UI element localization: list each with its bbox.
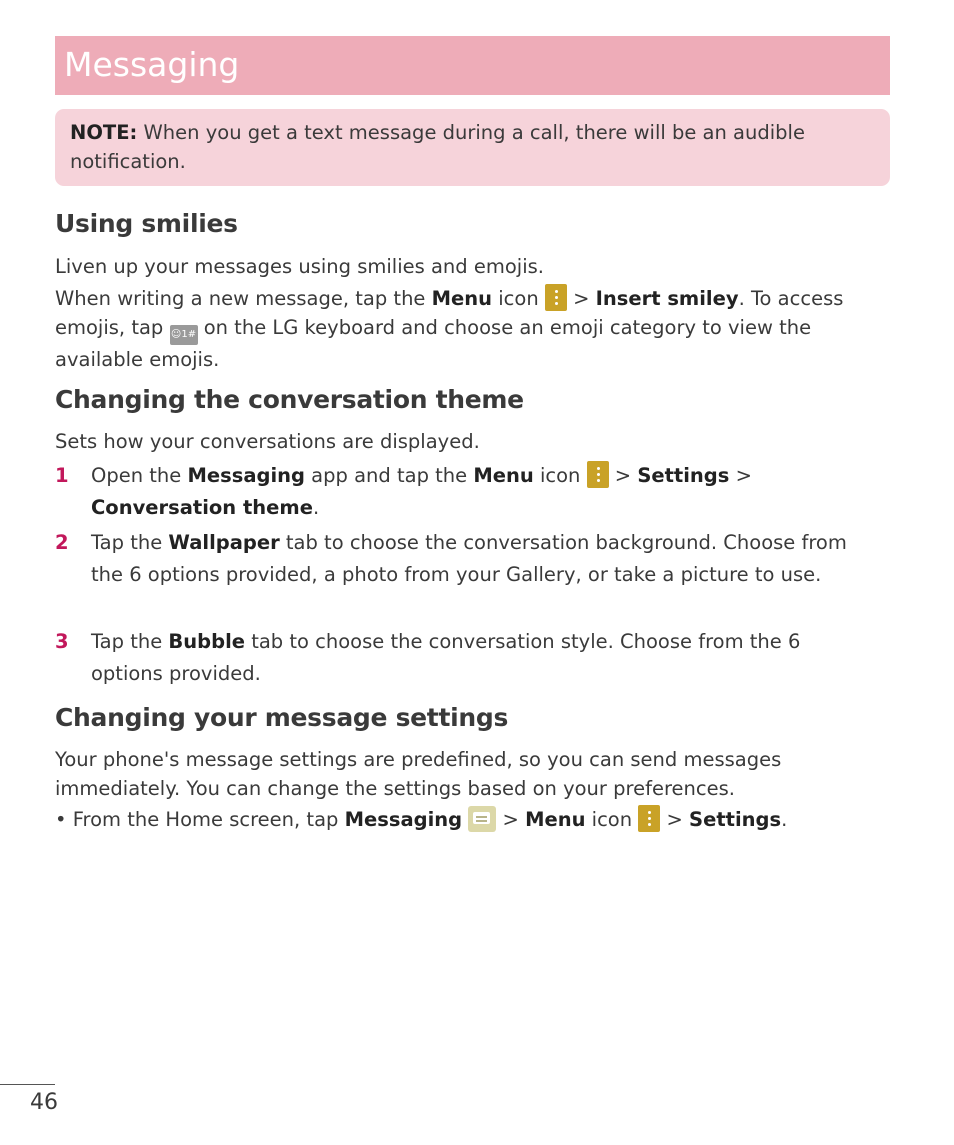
text-segment: icon [533,464,587,487]
conversation-theme-term: Conversation theme [91,496,313,519]
text-segment: When writing a new message, tap the [55,287,432,310]
smilies-intro: Liven up your messages using smilies and emojis. [55,255,544,278]
text-separator: > [496,808,526,831]
text-separator: > [729,464,752,487]
menu-term: Menu [473,464,534,487]
step-2 [55,527,885,623]
insert-smiley-term: Insert smiley [595,287,739,310]
page-number: 46 [30,1090,58,1115]
settings-term: Settings [689,808,782,831]
step-3 [55,626,885,690]
bullet-mark: • [55,808,67,831]
step-text [91,460,871,524]
wallpaper-term: Wallpaper [168,531,280,554]
note-box [55,109,890,186]
heading-message-settings: Changing your message settings [55,703,509,732]
text-segment: . [781,808,788,831]
settings-intro: Your phone's message settings are predefined, so you can send messages immediately. You can change the settings based on your preferences. [55,748,782,800]
heading-conversation-theme: Changing the conversation theme [55,385,524,414]
text-segment: icon [585,808,639,831]
title-bar [55,36,890,95]
menu-icon [545,284,567,311]
text-separator: > [566,287,596,310]
step-number: 3 [55,630,69,653]
menu-icon [587,461,609,488]
menu-term: Menu [525,808,586,831]
step-1 [55,460,885,524]
text-segment: . To access emojis, tap [55,287,844,339]
note-label: NOTE: [70,121,138,144]
text-segment: Tap the [91,630,169,653]
note-text [70,118,880,176]
step-number: 1 [55,464,69,487]
text-segment: icon [492,287,545,310]
text-segment: app and tap the [304,464,474,487]
theme-intro: Sets how your conversations are displayed. [55,430,480,453]
menu-term: Menu [431,287,493,310]
bubble-term: Bubble [168,630,245,653]
footer-rule [0,1084,55,1085]
step-number: 2 [55,531,69,554]
settings-bullet [55,804,885,836]
smilies-instructions [55,284,885,374]
text-segment: Tap the [91,531,169,554]
text-segment: tab to choose the conversation style. Choose from the 6 options provided. [91,630,801,685]
text-segment: on the LG keyboard and choose an emoji category to view the available emojis. [55,316,812,371]
note-body: When you get a text message during a call, there will be an audible notification. [70,121,805,173]
text-segment: . [312,496,320,519]
messaging-term: Messaging [344,808,463,831]
menu-icon [638,805,660,832]
text-separator: > [608,464,638,487]
settings-term: Settings [637,464,730,487]
text-separator: > [660,808,690,831]
page-title: Messaging [64,45,240,84]
heading-using-smilies: Using smilies [55,209,238,238]
text-segment: Open the [91,464,188,487]
emoji-key-icon: ☺1# [170,325,198,345]
messaging-app-icon [468,806,496,832]
step-text [91,626,871,690]
text-segment: From the Home screen, tap [66,808,345,831]
messaging-term: Messaging [187,464,305,487]
step-text [91,527,871,591]
text-segment: tab to choose the conversation background. Choose from the 6 options provided, a photo from your Gallery, or take a picture to use. [91,531,847,586]
